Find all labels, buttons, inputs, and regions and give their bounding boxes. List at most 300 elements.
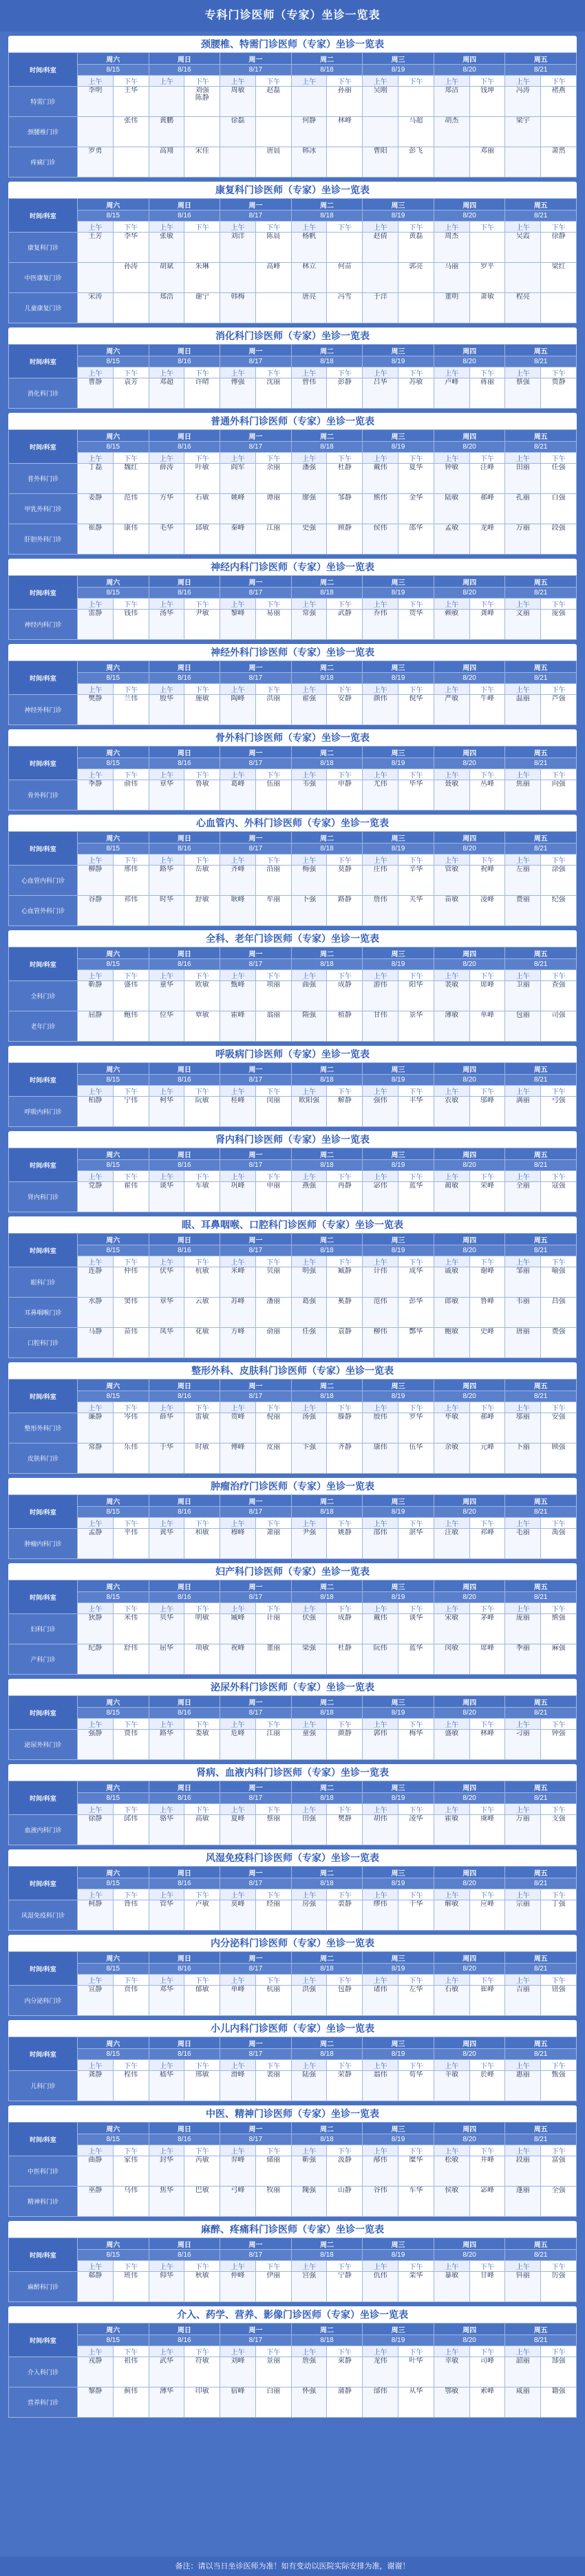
date-header: 8/19 xyxy=(363,1507,434,1518)
doctor-cell xyxy=(291,1443,327,1474)
am-label: 上午 xyxy=(434,1171,469,1182)
doctor-name: 路华 xyxy=(159,1730,173,1737)
ampm-header-row xyxy=(9,1719,577,1730)
department-name: 颈腰椎门诊 xyxy=(9,117,78,147)
doctor-name: 强伟 xyxy=(373,1097,387,1104)
doctor-cell xyxy=(541,293,577,323)
date-header: 8/21 xyxy=(505,1507,577,1518)
doctor-cell xyxy=(363,1298,398,1328)
doctor-name: 祁伟 xyxy=(124,896,138,903)
section-title: 眼、耳鼻咽喉、口腔科门诊医师（专家）坐诊一览表 xyxy=(8,1216,577,1233)
doctor-name: 莫峰 xyxy=(231,1900,245,1908)
schedule-row xyxy=(9,2357,577,2387)
ampm-header-row xyxy=(9,2060,577,2071)
doctor-name: 芮敏 xyxy=(195,2156,209,2164)
doctor-cell xyxy=(327,1443,363,1474)
doctor-name: 万丽 xyxy=(515,524,530,532)
doctor-cell xyxy=(291,293,327,323)
doctor-cell xyxy=(363,780,398,811)
doctor-name: 郎敏 xyxy=(445,1298,459,1305)
date-header: 8/15 xyxy=(78,2250,149,2261)
date-header-row xyxy=(9,1878,577,1889)
date-header: 8/16 xyxy=(149,673,220,684)
doctor-cell xyxy=(363,494,398,524)
doctor-name: 单峰 xyxy=(231,1986,245,1993)
doctor-name: 芦强 xyxy=(551,695,566,702)
doctor-name: 张敏 xyxy=(159,233,173,240)
doctor-cell xyxy=(184,1986,220,2016)
doctor-name: 翁丽 xyxy=(266,1011,281,1019)
doctor-name: 武静 xyxy=(337,610,352,617)
am-label: 上午 xyxy=(291,1171,327,1182)
doctor-name: 严敏 xyxy=(445,695,459,702)
pm-label: 下午 xyxy=(469,1256,505,1267)
department-name: 老年门诊 xyxy=(9,1011,78,1042)
schedule-row xyxy=(9,1815,577,1845)
doctor-cell xyxy=(149,1900,184,1931)
day-header: 周日 xyxy=(149,832,220,844)
am-label: 上午 xyxy=(363,684,398,695)
doctor-name: 盛伟 xyxy=(124,981,138,989)
am-label: 上午 xyxy=(505,1889,541,1900)
doctor-name: 弓强 xyxy=(551,1097,566,1104)
doctor-cell xyxy=(113,1298,149,1328)
doctor-name: 时华 xyxy=(159,896,173,903)
doctor-cell xyxy=(434,1182,469,1212)
doctor-name: 邹静 xyxy=(337,494,352,502)
doctor-cell xyxy=(327,1529,363,1559)
date-header: 8/21 xyxy=(505,588,577,599)
doctor-name: 羿峰 xyxy=(231,2156,245,2164)
day-header: 周一 xyxy=(220,832,292,844)
doctor-name: 韦强 xyxy=(302,780,317,788)
doctor-cell xyxy=(505,1011,541,1042)
doctor-cell xyxy=(434,1298,469,1328)
date-header: 8/18 xyxy=(291,1592,363,1603)
doctor-cell xyxy=(541,494,577,524)
date-header: 8/18 xyxy=(291,1391,363,1402)
date-header: 8/15 xyxy=(78,758,149,769)
doctor-cell xyxy=(184,1011,220,1042)
schedule-row xyxy=(9,1900,577,1931)
am-label: 上午 xyxy=(363,855,398,866)
am-label: 上午 xyxy=(291,1975,327,1986)
doctor-name: 封华 xyxy=(159,2156,173,2164)
pm-label: 下午 xyxy=(255,2261,291,2272)
doctor-name: 伊丽 xyxy=(266,2272,281,2279)
doctor-name: 唐亮 xyxy=(302,293,317,301)
day-header: 周六 xyxy=(78,1234,149,1245)
am-label: 上午 xyxy=(291,970,327,981)
am-label: 上午 xyxy=(149,1256,184,1267)
doctor-name: 褚燕 xyxy=(551,87,566,94)
doctor-cell xyxy=(255,896,291,926)
day-header: 周五 xyxy=(505,2037,577,2049)
am-label: 上午 xyxy=(505,599,541,610)
doctor-name: 包静 xyxy=(337,1986,352,1993)
day-header: 周日 xyxy=(149,1580,220,1592)
am-label: 上午 xyxy=(434,222,469,233)
doctor-name: 伍华 xyxy=(409,1443,423,1451)
day-header: 周六 xyxy=(78,947,149,959)
ampm-header-row xyxy=(9,1975,577,1986)
doctor-name: 平伟 xyxy=(124,1529,138,1536)
date-header-row xyxy=(9,1964,577,1975)
pm-label: 下午 xyxy=(469,1889,505,1900)
doctor-cell xyxy=(184,2071,220,2101)
date-header: 8/18 xyxy=(291,1793,363,1804)
doctor-name: 段丽 xyxy=(515,2156,530,2164)
department-name: 中医康复门诊 xyxy=(9,263,78,293)
doctor-cell xyxy=(149,780,184,811)
doctor-cell xyxy=(184,263,220,293)
date-header: 8/21 xyxy=(505,1160,577,1171)
doctor-name: 郭亮 xyxy=(409,263,423,270)
doctor-cell xyxy=(434,610,469,640)
pm-label: 下午 xyxy=(255,222,291,233)
date-header: 8/15 xyxy=(78,442,149,453)
doctor-cell xyxy=(398,2387,434,2418)
day-header-row xyxy=(9,1234,577,1245)
pm-label: 下午 xyxy=(469,769,505,780)
doctor-cell xyxy=(505,2187,541,2217)
am-label: 上午 xyxy=(434,684,469,695)
doctor-cell xyxy=(434,87,469,117)
doctor-cell xyxy=(327,780,363,811)
doctor-name: 奚静 xyxy=(337,1298,352,1305)
doctor-cell xyxy=(327,524,363,555)
am-label: 上午 xyxy=(220,1402,256,1413)
day-header: 周四 xyxy=(434,1580,505,1592)
doctor-name: 谈华 xyxy=(159,1182,173,1190)
date-header: 8/20 xyxy=(434,1793,505,1804)
am-label: 上午 xyxy=(363,599,398,610)
date-header: 8/17 xyxy=(220,844,292,855)
doctor-cell xyxy=(220,117,256,147)
doctor-cell xyxy=(220,2156,256,2187)
date-header: 8/15 xyxy=(78,1708,149,1719)
doctor-cell xyxy=(541,1614,577,1644)
am-label: 上午 xyxy=(291,76,327,87)
day-header-row xyxy=(9,1580,577,1592)
department-name: 心血管内科门诊 xyxy=(9,866,78,896)
doctor-cell xyxy=(255,981,291,1011)
doctor-cell xyxy=(78,464,114,494)
doctor-name: 廖强 xyxy=(302,494,317,502)
doctor-name: 贝华 xyxy=(159,1614,173,1622)
doctor-cell xyxy=(363,1730,398,1760)
pm-label: 下午 xyxy=(113,1402,149,1413)
date-header: 8/21 xyxy=(505,844,577,855)
doctor-cell xyxy=(469,117,505,147)
date-header: 8/16 xyxy=(149,65,220,76)
doctor-name: 弓峰 xyxy=(231,2187,245,2194)
doctor-name: 苏敏 xyxy=(409,378,423,386)
doctor-name: 武华 xyxy=(159,2357,173,2365)
pm-label: 下午 xyxy=(541,222,577,233)
doctor-cell xyxy=(255,378,291,409)
doctor-cell xyxy=(434,378,469,409)
date-header: 8/21 xyxy=(505,1245,577,1256)
doctor-name: 时敏 xyxy=(195,1443,209,1451)
am-label: 上午 xyxy=(78,1719,114,1730)
doctor-name: 曲强 xyxy=(302,981,317,989)
day-header: 周一 xyxy=(220,345,292,356)
doctor-cell xyxy=(398,2156,434,2187)
doctor-cell xyxy=(113,2272,149,2302)
doctor-cell xyxy=(327,117,363,147)
date-header: 8/15 xyxy=(78,844,149,855)
pm-label: 下午 xyxy=(184,367,220,378)
day-header: 周日 xyxy=(149,1380,220,1391)
doctor-name: 刁丽 xyxy=(515,1730,530,1737)
date-header-row xyxy=(9,2134,577,2145)
doctor-name: 巴敏 xyxy=(195,2187,209,2194)
doctor-cell xyxy=(220,2357,256,2387)
am-label: 上午 xyxy=(363,1256,398,1267)
pm-label: 下午 xyxy=(398,970,434,981)
doctor-name: 邓超 xyxy=(159,378,173,386)
date-header: 8/21 xyxy=(505,1793,577,1804)
doctor-name: 左丽 xyxy=(515,866,530,873)
corner-cell: 时间/科室 xyxy=(9,2123,78,2156)
doctor-name: 郝峰 xyxy=(480,1413,494,1421)
am-label: 上午 xyxy=(434,1719,469,1730)
doctor-name: 邹丽 xyxy=(515,1267,530,1275)
schedule-section xyxy=(8,328,577,409)
date-header: 8/16 xyxy=(149,1075,220,1086)
date-header: 8/18 xyxy=(291,2049,363,2060)
doctor-cell xyxy=(469,2187,505,2217)
pm-label: 下午 xyxy=(541,855,577,866)
doctor-cell xyxy=(184,1815,220,1845)
doctor-cell xyxy=(398,147,434,178)
doctor-cell xyxy=(149,2071,184,2101)
am-label: 上午 xyxy=(220,684,256,695)
doctor-name: 秋敏 xyxy=(195,2272,209,2279)
schedule-table xyxy=(8,661,577,725)
date-header: 8/17 xyxy=(220,2049,292,2060)
doctor-cell xyxy=(434,780,469,811)
ampm-header-row xyxy=(9,599,577,610)
schedule-row xyxy=(9,981,577,1011)
am-label: 上午 xyxy=(291,1256,327,1267)
doctor-name: 宣静 xyxy=(88,1986,103,1993)
doctor-name: 农敏 xyxy=(445,1097,459,1104)
doctor-name: 成静 xyxy=(337,1614,352,1622)
doctor-cell xyxy=(78,1443,114,1474)
day-header-row xyxy=(9,2123,577,2134)
ampm-header-row xyxy=(9,2346,577,2357)
corner-cell: 时间/科室 xyxy=(9,345,78,378)
doctor-name: 位华 xyxy=(159,1011,173,1019)
date-header: 8/15 xyxy=(78,2335,149,2346)
pm-label: 下午 xyxy=(541,1719,577,1730)
doctor-name: 谷伟 xyxy=(373,2187,387,2194)
doctor-cell xyxy=(363,1443,398,1474)
am-label: 上午 xyxy=(505,1603,541,1614)
doctor-name: 靳强 xyxy=(302,2156,317,2164)
doctor-name: 马超 xyxy=(409,117,423,125)
pm-label: 下午 xyxy=(255,1518,291,1529)
doctor-cell xyxy=(398,1443,434,1474)
doctor-name: 臧静 xyxy=(337,1267,352,1275)
day-header: 周二 xyxy=(291,1063,363,1075)
am-label: 上午 xyxy=(78,1086,114,1097)
day-header: 周五 xyxy=(505,1380,577,1391)
doctor-name: 薛华 xyxy=(159,1413,173,1421)
doctor-cell xyxy=(184,1900,220,1931)
day-header: 周五 xyxy=(505,1495,577,1507)
doctor-cell xyxy=(78,1097,114,1127)
doctor-cell xyxy=(541,610,577,640)
am-label: 上午 xyxy=(220,1086,256,1097)
am-label: 上午 xyxy=(291,2060,327,2071)
doctor-name: 殷伟 xyxy=(373,1413,387,1421)
doctor-cell xyxy=(113,2387,149,2418)
doctor-name: 于洋 xyxy=(373,293,387,301)
ampm-header-row xyxy=(9,222,577,233)
doctor-cell xyxy=(434,2272,469,2302)
day-header: 周五 xyxy=(505,576,577,588)
date-header: 8/18 xyxy=(291,1160,363,1171)
doctor-cell xyxy=(220,1328,256,1358)
pm-label: 下午 xyxy=(327,367,363,378)
doctor-name: 吉丽 xyxy=(515,1986,530,1993)
doctor-cell xyxy=(220,1097,256,1127)
doctor-name: 燕强 xyxy=(302,1182,317,1190)
schedule-row xyxy=(9,1644,577,1675)
date-header: 8/20 xyxy=(434,442,505,453)
doctor-name: 徐静 xyxy=(551,233,566,240)
am-label: 上午 xyxy=(78,1975,114,1986)
doctor-cell xyxy=(469,1900,505,1931)
schedule-row xyxy=(9,117,577,147)
pm-label: 下午 xyxy=(398,1518,434,1529)
doctor-name: 孔丽 xyxy=(515,494,530,502)
schedule-section xyxy=(8,1216,577,1358)
doctor-name: 汤华 xyxy=(159,610,173,617)
doctor-cell xyxy=(149,1097,184,1127)
doctor-name: 董明 xyxy=(445,293,459,301)
doctor-name: 甄峰 xyxy=(231,981,245,989)
day-header: 周六 xyxy=(78,430,149,442)
pm-label: 下午 xyxy=(184,1804,220,1815)
pm-label: 下午 xyxy=(541,367,577,378)
day-header: 周二 xyxy=(291,345,363,356)
pm-label: 下午 xyxy=(541,2261,577,2272)
pm-label: 下午 xyxy=(327,1171,363,1182)
doctor-name: 储丽 xyxy=(266,2156,281,2164)
section-title: 肾内科门诊医师（专家）坐诊一览表 xyxy=(8,1131,577,1148)
doctor-cell xyxy=(505,1267,541,1298)
doctor-cell xyxy=(291,1986,327,2016)
doctor-cell xyxy=(291,1413,327,1443)
day-header: 周六 xyxy=(78,1867,149,1878)
doctor-name: 喻强 xyxy=(551,1267,566,1275)
doctor-name: 万丽 xyxy=(515,1815,530,1823)
doctor-cell xyxy=(505,1097,541,1127)
date-header: 8/18 xyxy=(291,1878,363,1889)
doctor-name: 毛华 xyxy=(159,524,173,532)
doctor-name: 曹阳 xyxy=(373,147,387,155)
date-header: 8/19 xyxy=(363,1708,434,1719)
date-header: 8/15 xyxy=(78,673,149,684)
date-header: 8/18 xyxy=(291,1075,363,1086)
doctor-name: 甄强 xyxy=(551,2071,566,2079)
doctor-name: 穆峰 xyxy=(231,1529,245,1536)
doctor-cell xyxy=(434,1267,469,1298)
date-header: 8/17 xyxy=(220,442,292,453)
doctor-name: 井峰 xyxy=(480,2156,494,2164)
doctor-name: 姜静 xyxy=(88,494,103,502)
doctor-name: 富强 xyxy=(551,2156,566,2164)
doctor-name: 伍丽 xyxy=(266,780,281,788)
schedule-section xyxy=(8,2020,577,2101)
doctor-name: 孟敏 xyxy=(445,524,459,532)
doctor-name: 焦丽 xyxy=(515,780,530,788)
doctor-cell xyxy=(291,233,327,263)
pm-label: 下午 xyxy=(469,1086,505,1097)
day-header: 周六 xyxy=(78,576,149,588)
am-label: 上午 xyxy=(220,599,256,610)
doctor-cell xyxy=(78,1644,114,1675)
pm-label: 下午 xyxy=(113,453,149,464)
date-header: 8/17 xyxy=(220,1592,292,1603)
doctor-name: 陈静 xyxy=(195,94,209,102)
doctor-name: 俞伟 xyxy=(124,780,138,788)
am-label: 上午 xyxy=(363,970,398,981)
day-header: 周一 xyxy=(220,1148,292,1160)
doctor-cell xyxy=(398,981,434,1011)
pm-label: 下午 xyxy=(113,2060,149,2071)
schedule-table xyxy=(8,1695,577,1760)
am-label: 上午 xyxy=(505,222,541,233)
day-header: 周五 xyxy=(505,2123,577,2134)
date-header: 8/19 xyxy=(363,2335,434,2346)
doctor-cell xyxy=(220,2187,256,2217)
doctor-cell xyxy=(505,896,541,926)
doctor-cell xyxy=(469,1328,505,1358)
doctor-cell xyxy=(113,981,149,1011)
doctor-cell xyxy=(541,1443,577,1474)
doctor-name: 米峰 xyxy=(231,1267,245,1275)
doctor-cell xyxy=(363,2187,398,2217)
doctor-cell xyxy=(220,1443,256,1474)
doctor-cell xyxy=(505,1900,541,1931)
date-header: 8/20 xyxy=(434,1878,505,1889)
schedule-table xyxy=(8,1494,577,1559)
am-label: 上午 xyxy=(363,2261,398,2272)
doctor-cell xyxy=(541,1986,577,2016)
doctor-name: 嵇华 xyxy=(159,2071,173,2079)
am-label: 上午 xyxy=(291,1402,327,1413)
day-header: 周一 xyxy=(220,576,292,588)
pm-label: 下午 xyxy=(113,367,149,378)
doctor-name: 桂峰 xyxy=(231,1097,245,1104)
pm-label: 下午 xyxy=(398,2145,434,2156)
date-header-row xyxy=(9,2335,577,2346)
doctor-name: 梁强 xyxy=(302,1644,317,1652)
doctor-cell xyxy=(220,147,256,178)
doctor-cell xyxy=(363,1614,398,1644)
am-label: 上午 xyxy=(363,1518,398,1529)
doctor-cell xyxy=(184,610,220,640)
doctor-cell xyxy=(255,1011,291,1042)
doctor-name: 程亮 xyxy=(515,293,530,301)
doctor-name: 连静 xyxy=(88,1267,103,1275)
doctor-cell xyxy=(505,1529,541,1559)
